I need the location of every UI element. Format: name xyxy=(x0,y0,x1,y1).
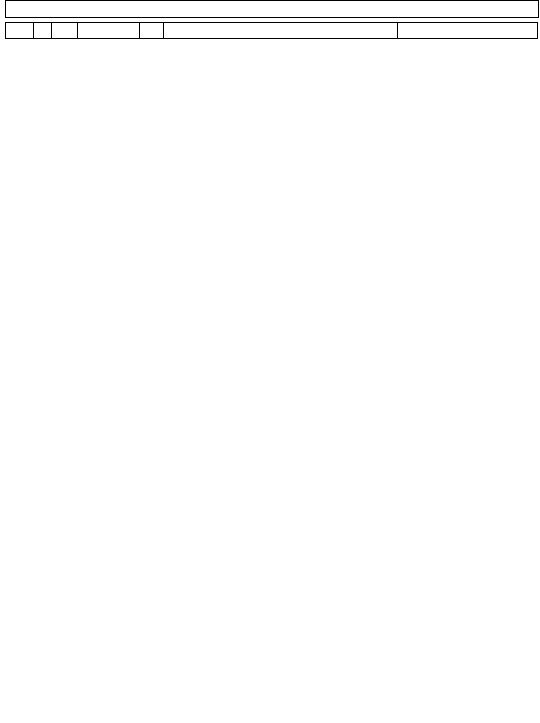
col-header-meeting xyxy=(78,23,140,39)
oseal-row xyxy=(5,0,539,18)
col-header-content xyxy=(164,23,398,39)
table-header-row xyxy=(6,23,538,39)
col-header-weekday xyxy=(52,23,78,39)
schedule-table xyxy=(5,22,538,39)
col-header-month xyxy=(6,23,34,39)
col-header-day xyxy=(34,23,52,39)
col-header-remarks xyxy=(398,23,538,39)
col-header-number xyxy=(140,23,164,39)
